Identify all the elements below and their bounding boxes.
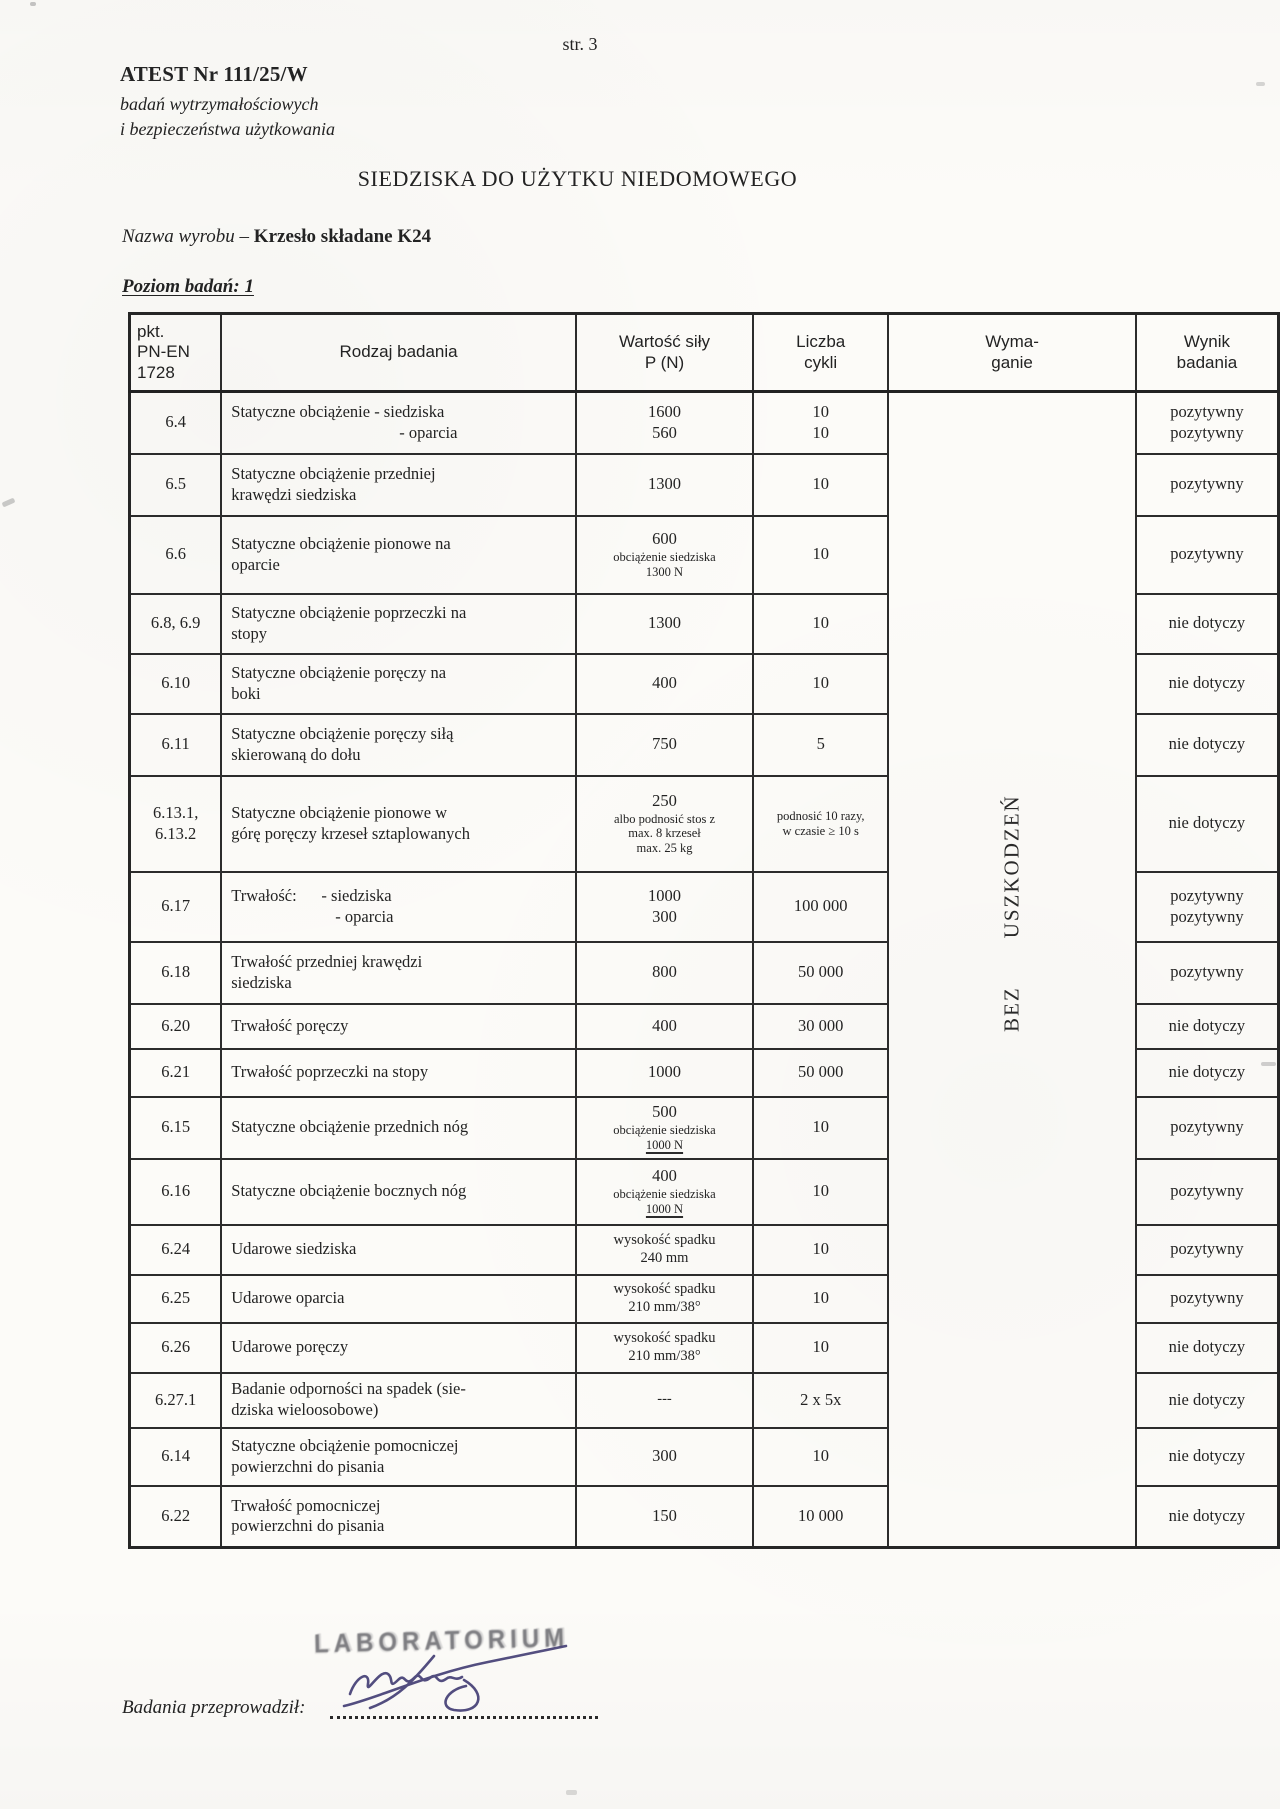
atest-number: ATEST Nr 111/25/W (120, 62, 308, 86)
cell-line: 10 (812, 474, 829, 494)
cell-line: 10 000 (798, 1505, 844, 1525)
cell-line: 10 (812, 1288, 829, 1308)
cell-clause (130, 872, 222, 942)
cell-line: pozytywny (1170, 1239, 1244, 1259)
scan-artifact (1261, 1062, 1276, 1066)
cell-result (1136, 454, 1279, 516)
cell-clause (130, 776, 222, 872)
cell-result (1136, 1275, 1279, 1323)
cell-result (1136, 516, 1279, 594)
document-title: SIEDZISKA DO UŻYTKU NIEDOMOWEGO (357, 166, 798, 191)
cell-line: 100 000 (793, 896, 848, 916)
cell-line: Trwałość przedniej krawędzi (231, 951, 423, 971)
cell-line: 6.10 (161, 673, 191, 693)
col-header-line: P (N) (644, 352, 685, 372)
table-row (130, 392, 1279, 454)
cell-clause (130, 1097, 222, 1159)
cell-cycle-count (753, 1373, 888, 1428)
cell-line: Trwałość pomocniczej (231, 1495, 381, 1515)
cell-test-name (221, 942, 576, 1004)
cell-clause (130, 1159, 222, 1225)
cell-line: 6.25 (161, 1288, 191, 1308)
cell-result (1136, 654, 1279, 714)
cell-line: 6.18 (161, 962, 191, 982)
cell-test-name (221, 516, 576, 594)
cell-line: 1000 (648, 1062, 681, 1082)
cell-result (1136, 714, 1279, 776)
cell-force-value (576, 594, 753, 654)
laboratory-stamp: LABORATORIUM (313, 1623, 570, 1660)
cell-result (1136, 1004, 1279, 1049)
cell-line: 50 000 (798, 962, 844, 982)
cell-line: nie dotyczy (1168, 1446, 1246, 1466)
cell-line: 250 (652, 791, 677, 811)
cell-force-value (576, 872, 753, 942)
cell-line: 300 (652, 1446, 677, 1466)
cell-line: Statyczne obciążenie bocznych nóg (231, 1181, 467, 1201)
cell-line: 6.26 (161, 1337, 191, 1357)
cell-line: powierzchni do pisania (231, 1456, 385, 1476)
cell-line: 10 (812, 1239, 829, 1259)
cell-result (1136, 1049, 1279, 1097)
cell-line: 10 (812, 1446, 829, 1466)
cell-test-name (221, 1486, 576, 1548)
cell-line: 1000 (648, 885, 681, 905)
cell-line: 6.11 (161, 734, 190, 754)
cell-line: 1600 (648, 402, 681, 422)
cell-line: Udarowe poręczy (231, 1337, 349, 1357)
cell-line: 800 (652, 962, 677, 982)
cell-cycle-count (753, 1225, 888, 1275)
col-header-line: Wyma- (985, 332, 1039, 352)
cell-line: pozytywny (1170, 885, 1244, 905)
cell-line: siedziska (231, 972, 292, 992)
cell-line: 6.13.2 (155, 823, 197, 843)
cell-cycle-count (753, 776, 888, 872)
cell-force-value (576, 1225, 753, 1275)
cell-result (1136, 1486, 1279, 1548)
col-header-line: 1728 (137, 362, 175, 382)
cell-force-value (576, 942, 753, 1004)
cell-line: powierzchni do pisania (231, 1516, 385, 1536)
cell-line: 10 (812, 1181, 829, 1201)
cell-line: 6.14 (161, 1446, 191, 1466)
cell-line: Udarowe oparcia (231, 1288, 345, 1308)
col-header-test-kind (221, 314, 576, 392)
cell-line: nie dotyczy (1168, 1062, 1246, 1082)
cell-line: pozytywny (1170, 422, 1244, 442)
cell-line: boki (231, 683, 261, 703)
cell-line: pozytywny (1170, 906, 1244, 926)
handwritten-signature (336, 1640, 576, 1722)
cell-line: 600 (652, 529, 677, 549)
scan-artifact (1256, 82, 1265, 86)
product-name-line (122, 226, 431, 248)
cell-line: 10 (812, 402, 829, 422)
cell-line: 6.4 (165, 412, 186, 432)
cell-line: pozytywny (1170, 962, 1244, 982)
cell-line: pozytywny (1170, 1288, 1244, 1308)
cell-line: 30 000 (798, 1015, 844, 1035)
cell-line: nie dotyczy (1168, 1337, 1246, 1357)
cell-line: w czasie ≥ 10 s (782, 823, 859, 838)
cell-force-value (576, 454, 753, 516)
cell-cycle-count (753, 1004, 888, 1049)
cell-line: 6.16 (161, 1181, 191, 1201)
cell-clause (130, 1004, 222, 1049)
cell-line: 6.21 (161, 1062, 191, 1082)
scan-artifact (30, 2, 36, 6)
cell-force-value (576, 392, 753, 454)
col-header-line: PN-EN (137, 342, 190, 362)
cell-line: 210 mm/38° (628, 1298, 701, 1315)
cell-test-name (221, 1323, 576, 1373)
cell-line: górę poręczy krzeseł sztaplowanych (231, 823, 470, 843)
cell-cycle-count (753, 872, 888, 942)
cell-line: 2 x 5x (800, 1389, 842, 1409)
cell-test-name (221, 1275, 576, 1323)
cell-result (1136, 594, 1279, 654)
cell-cycle-count (753, 714, 888, 776)
cell-line: pozytywny (1170, 1117, 1244, 1137)
cell-line: 300 (652, 906, 677, 926)
cell-line: Statyczne obciążenie poręczy na (231, 662, 447, 682)
cell-line: 10 (812, 673, 829, 693)
cell-line: 1000 N (645, 1137, 684, 1152)
cell-force-value (576, 1323, 753, 1373)
cell-line: obciążenie siedziska (613, 550, 716, 565)
cell-line: obciążenie siedziska (613, 1187, 716, 1202)
performed-by-label: Badania przeprowadził: (122, 1697, 306, 1718)
cell-line: 6.27.1 (155, 1389, 197, 1409)
cell-force-value (576, 1049, 753, 1097)
col-header-requirement (888, 314, 1136, 392)
cell-clause (130, 714, 222, 776)
cell-cycle-count (753, 1097, 888, 1159)
col-header-result (1136, 314, 1279, 392)
cell-line: 500 (652, 1102, 677, 1122)
atest-subtitle-line2: i bezpieczeństwa użytkowania (120, 119, 335, 139)
cell-line: oparcie (231, 554, 280, 574)
cell-line: - oparcia (399, 422, 458, 442)
cell-test-name (221, 1159, 576, 1225)
requirement-word: BEZ (999, 986, 1024, 1033)
cell-line: nie dotyczy (1168, 813, 1246, 833)
cell-cycle-count (753, 594, 888, 654)
cell-line: wysokość spadku (613, 1280, 716, 1297)
cell-cycle-count (753, 654, 888, 714)
test-results-table (128, 312, 1280, 1549)
cell-line: 10 (812, 613, 829, 633)
cell-cycle-count (753, 1275, 888, 1323)
cell-clause (130, 654, 222, 714)
cell-line: stopy (231, 623, 268, 643)
cell-line: Statyczne obciążenie przedniej (231, 463, 436, 483)
cell-line: 6.15 (161, 1117, 191, 1137)
cell-force-value (576, 654, 753, 714)
col-header-line: cykli (804, 352, 838, 372)
cell-clause (130, 1049, 222, 1097)
cell-line: 6.22 (161, 1505, 191, 1525)
cell-clause (130, 1275, 222, 1323)
cell-line: 1300 N (645, 564, 684, 579)
cell-line: nie dotyczy (1168, 673, 1246, 693)
cell-force-value (576, 776, 753, 872)
cell-force-value (576, 1373, 753, 1428)
cell-line: Statyczne obciążenie pionowe na (231, 533, 451, 553)
cell-line: pozytywny (1170, 1181, 1244, 1201)
cell-line: 6.17 (161, 896, 191, 916)
cell-line: 6.13.1, (152, 802, 199, 822)
cell-clause (130, 1225, 222, 1275)
requirement-vertical-text (999, 795, 1025, 1033)
atest-subtitle-line1: badań wytrzymałościowych (120, 94, 319, 114)
cell-line: Udarowe siedziska (231, 1239, 357, 1259)
cell-force-value (576, 714, 753, 776)
cell-line: nie dotyczy (1168, 1389, 1246, 1409)
cell-line: 1000 N (645, 1201, 684, 1216)
cell-result (1136, 942, 1279, 1004)
cell-line: 6.5 (165, 474, 186, 494)
cell-result (1136, 1097, 1279, 1159)
cell-requirement-merged (888, 392, 1136, 1548)
col-header-line: Rodzaj badania (339, 342, 458, 362)
cell-cycle-count (753, 1323, 888, 1373)
cell-force-value (576, 516, 753, 594)
cell-cycle-count (753, 516, 888, 594)
cell-line: 400 (652, 673, 677, 693)
col-header-pkt (130, 314, 222, 392)
cell-line: 10 (812, 422, 829, 442)
cell-line: pozytywny (1170, 544, 1244, 564)
cell-line: skierowaną do dołu (231, 744, 361, 764)
cell-test-name (221, 594, 576, 654)
cell-line: 10 (812, 544, 829, 564)
scan-artifact (2, 498, 16, 508)
cell-test-name (221, 1428, 576, 1486)
cell-line: Statyczne obciążenie pomocniczej (231, 1435, 459, 1455)
cell-test-name (221, 872, 576, 942)
cell-line: obciążenie siedziska (613, 1123, 716, 1138)
cell-result (1136, 1323, 1279, 1373)
cell-clause (130, 1323, 222, 1373)
cell-clause (130, 1373, 222, 1428)
cell-result (1136, 872, 1279, 942)
cell-line: Statyczne obciążenie pionowe w (231, 802, 448, 822)
cell-line: krawędzi siedziska (231, 484, 357, 504)
cell-force-value (576, 1275, 753, 1323)
col-header-line: pkt. (137, 322, 165, 342)
cell-clause (130, 1486, 222, 1548)
cell-cycle-count (753, 1049, 888, 1097)
cell-result (1136, 392, 1279, 454)
cell-result (1136, 1428, 1279, 1486)
test-level-label: Poziom badań: 1 (122, 276, 254, 297)
col-header-line: Liczba (796, 332, 846, 352)
cell-cycle-count (753, 454, 888, 516)
cell-line: wysokość spadku (613, 1329, 716, 1346)
cell-line: 150 (652, 1505, 677, 1525)
cell-clause (130, 594, 222, 654)
cell-line: Statyczne obciążenie poprzeczki na (231, 602, 467, 622)
cell-test-name (221, 1004, 576, 1049)
test-results-table-wrap (128, 312, 1280, 1549)
col-header-line: badania (1176, 352, 1238, 372)
cell-line: 1300 (648, 474, 681, 494)
cell-line: 50 000 (798, 1062, 844, 1082)
col-header-line: Wartość siły (619, 332, 710, 352)
cell-line: 240 mm (640, 1249, 689, 1266)
cell-clause (130, 942, 222, 1004)
cell-line: max. 8 krzeseł (628, 826, 701, 841)
cell-line: Trwałość poręczy (231, 1015, 349, 1035)
cell-line: dziska wieloosobowe) (231, 1400, 379, 1419)
cell-line: nie dotyczy (1168, 1505, 1246, 1525)
cell-line: 6.20 (161, 1015, 191, 1035)
cell-line: 560 (652, 422, 677, 442)
cell-test-name (221, 714, 576, 776)
cell-line: albo podnosić stos z (613, 811, 716, 826)
cell-line: 1300 (648, 613, 681, 633)
col-header-cycles (753, 314, 888, 392)
cell-result (1136, 1373, 1279, 1428)
table-header-row (130, 314, 1279, 392)
cell-cycle-count (753, 1428, 888, 1486)
col-header-line: Wynik (1183, 332, 1230, 352)
cell-line: --- (657, 1391, 672, 1408)
cell-result (1136, 1159, 1279, 1225)
cell-line: max. 25 kg (636, 841, 693, 856)
cell-line: Trwałość poprzeczki na stopy (231, 1062, 429, 1082)
cell-force-value (576, 1097, 753, 1159)
cell-clause (130, 454, 222, 516)
cell-test-name (221, 654, 576, 714)
cell-force-value (576, 1004, 753, 1049)
cell-line: 10 (812, 1117, 829, 1137)
cell-line: pozytywny (1170, 402, 1244, 422)
cell-line: Statyczne obciążenie - siedziska (231, 402, 445, 422)
cell-force-value (576, 1428, 753, 1486)
cell-line: podnosić 10 razy, (776, 808, 865, 823)
cell-line: Badanie odporności na spadek (sie- (231, 1379, 466, 1399)
cell-cycle-count (753, 942, 888, 1004)
cell-clause (130, 392, 222, 454)
cell-cycle-count (753, 1159, 888, 1225)
cell-result (1136, 1225, 1279, 1275)
product-label: Nazwa wyrobu – (122, 226, 250, 247)
cell-line: 400 (652, 1015, 677, 1035)
cell-line: Statyczne obciążenie poręczy siłą (231, 723, 454, 743)
cell-force-value (576, 1486, 753, 1548)
cell-line: 6.24 (161, 1239, 191, 1259)
cell-test-name (221, 1225, 576, 1275)
cell-test-name (221, 1049, 576, 1097)
cell-line: Trwałość: - siedziska (231, 885, 392, 905)
cell-cycle-count (753, 1486, 888, 1548)
cell-line: nie dotyczy (1168, 1015, 1246, 1035)
cell-line: 210 mm/38° (628, 1347, 701, 1364)
requirement-word: USZKODZEŃ (999, 794, 1024, 939)
cell-line: 6.6 (165, 544, 186, 564)
cell-test-name (221, 1373, 576, 1428)
cell-result (1136, 776, 1279, 872)
cell-force-value (576, 1159, 753, 1225)
cell-clause (130, 1428, 222, 1486)
cell-line: 6.8, 6.9 (150, 613, 201, 633)
cell-line: 10 (812, 1337, 829, 1357)
cell-line: nie dotyczy (1168, 613, 1246, 633)
page-number: str. 3 (562, 34, 598, 54)
cell-line: - oparcia (335, 906, 394, 926)
cell-test-name (221, 776, 576, 872)
cell-test-name (221, 392, 576, 454)
col-header-force (576, 314, 753, 392)
product-value: Krzesło składane K24 (253, 226, 432, 247)
cell-line: 750 (652, 734, 677, 754)
cell-line: 5 (816, 734, 825, 754)
cell-line: 400 (652, 1166, 677, 1186)
col-header-line: ganie (991, 352, 1033, 372)
cell-line: wysokość spadku (613, 1231, 716, 1248)
cell-test-name (221, 1097, 576, 1159)
cell-line: pozytywny (1170, 474, 1244, 494)
cell-line: nie dotyczy (1168, 734, 1246, 754)
scan-artifact (566, 1790, 577, 1795)
cell-test-name (221, 454, 576, 516)
cell-clause (130, 516, 222, 594)
cell-line: Statyczne obciążenie przednich nóg (231, 1117, 469, 1137)
cell-cycle-count (753, 392, 888, 454)
